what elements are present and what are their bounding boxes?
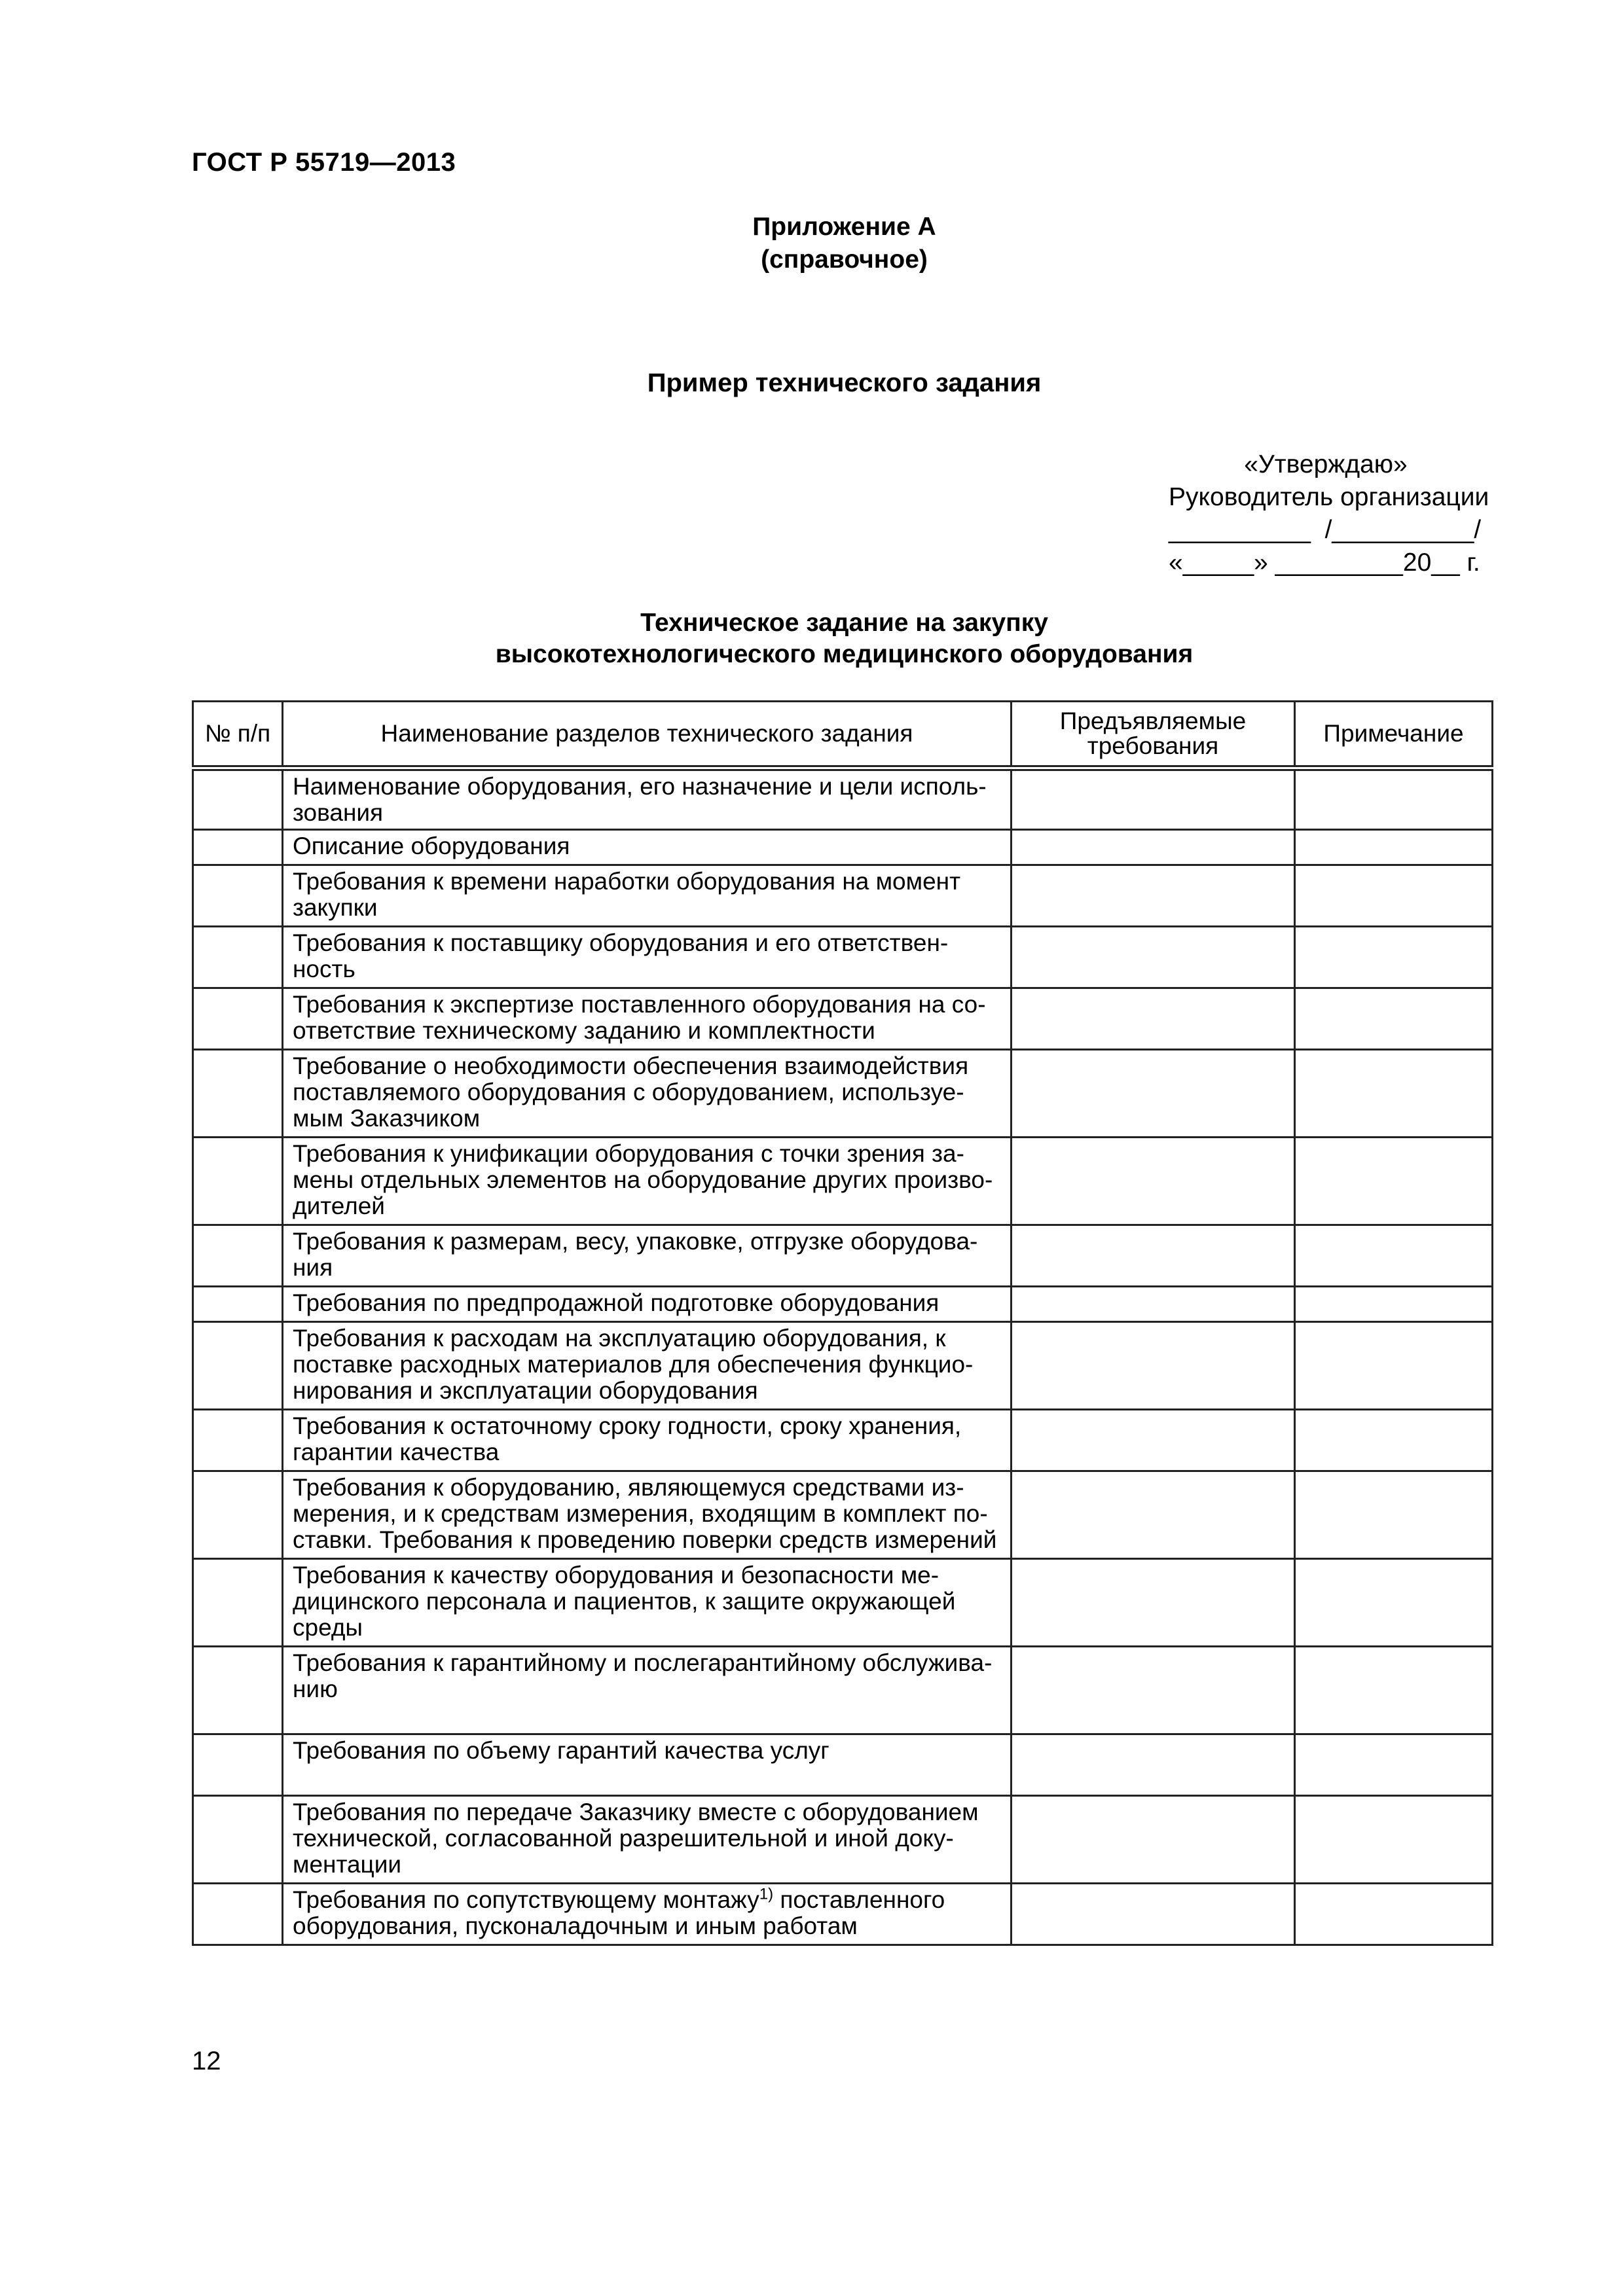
row-section-name (283, 865, 1012, 927)
row-section-text: Требования к экспертизе поставленного оборудования на со- ответствие техническому заданию и комплектности (293, 991, 986, 1044)
row-number-cell (193, 768, 283, 830)
row-number-cell (193, 1138, 283, 1225)
row-section-name (283, 1796, 1012, 1884)
requirements-table (192, 700, 1493, 1946)
footnote-marker: 1) (759, 1885, 774, 1903)
row-note-cell (1295, 1050, 1493, 1138)
row-number-cell (193, 1734, 283, 1796)
row-section-text: Описание оборудования (293, 833, 570, 859)
appendix-type: (справочное) (761, 245, 928, 274)
row-note-cell (1295, 1410, 1493, 1471)
table-row (193, 988, 1493, 1050)
row-section-text: Требования к качеству оборудования и безопасности ме- дицинского персонала и пациентов, к защите окружающей среды (293, 1562, 956, 1641)
table-title (0, 607, 1623, 670)
row-number-cell (193, 1225, 283, 1287)
row-note-cell (1295, 865, 1493, 927)
table-row (193, 1647, 1493, 1734)
row-number-cell (193, 830, 283, 865)
row-section-text: Требования к остаточному сроку годности, сроку хранения, гарантии качества (293, 1412, 962, 1465)
table-row (193, 1050, 1493, 1138)
table-row (193, 830, 1493, 865)
appendix-label: Приложение А (752, 213, 936, 241)
row-note-cell (1295, 768, 1493, 830)
row-section-text: Требования к унификации оборудования с точки зрения за- мены отдельных элементов на оборудование других произво- дителей (293, 1140, 993, 1219)
table-row (193, 1410, 1493, 1471)
row-number-cell (193, 1322, 283, 1410)
row-number-cell (193, 1647, 283, 1734)
row-section-name (283, 1471, 1012, 1559)
page-number: 12 (192, 2047, 221, 2075)
row-number-cell (193, 927, 283, 988)
row-section-text: Требования к времени наработки оборудования на момент закупки (293, 868, 961, 921)
row-requirements-cell (1012, 1225, 1295, 1287)
table-header-row (193, 702, 1493, 768)
row-requirements-cell (1012, 1287, 1295, 1322)
header-number: № п/п (193, 702, 283, 768)
row-section-name (283, 830, 1012, 865)
table-title-line1: Техническое задание на закупку (640, 609, 1048, 637)
table-row (193, 1322, 1493, 1410)
signature-line: __________ /__________/ (1169, 516, 1482, 544)
row-section-name (283, 1225, 1012, 1287)
table-row (193, 1559, 1493, 1647)
row-requirements-cell (1012, 830, 1295, 865)
document-title: Пример технического задания (647, 368, 1042, 397)
row-note-cell (1295, 1796, 1493, 1884)
row-requirements-cell (1012, 1138, 1295, 1225)
row-requirements-cell (1012, 1322, 1295, 1410)
row-section-text: Требования к размерам, весу, упаковке, отгрузке оборудова- ния (293, 1228, 978, 1281)
row-requirements-cell (1012, 865, 1295, 927)
row-requirements-cell (1012, 927, 1295, 988)
table-title-line2: высокотехнологического медицинского оборудования (495, 640, 1194, 668)
table-row (193, 1734, 1493, 1796)
row-section-text: Требование о необходимости обеспечения взаимодействия поставляемого оборудования с оборудованием, используе- мым Заказчиком (293, 1052, 969, 1132)
appendix-heading (0, 211, 1623, 276)
row-section-name (283, 1050, 1012, 1138)
row-section-name (283, 1410, 1012, 1471)
row-section-name (283, 927, 1012, 988)
row-section-name (283, 1884, 1012, 1945)
row-section-name (283, 988, 1012, 1050)
approver-position: Руководитель организации (1169, 483, 1489, 511)
row-section-text: Требования по предпродажной подготовке оборудования (293, 1289, 939, 1316)
row-section-name (283, 1734, 1012, 1796)
row-section-name (283, 768, 1012, 830)
row-requirements-cell (1012, 1410, 1295, 1471)
row-section-text: Требования к оборудованию, являющемуся средствами из- мерения, и к средствам измерения, входящим в комплект по- ставки. Требования к проведению поверки средств измерений (293, 1474, 997, 1553)
row-note-cell (1295, 1884, 1493, 1945)
approval-block (1169, 448, 1535, 579)
row-requirements-cell (1012, 1050, 1295, 1138)
header-requirements-text: Предъявляемые требования (1059, 707, 1247, 759)
row-note-cell (1295, 927, 1493, 988)
row-section-text: Требования к гарантийному и послегарантийному обслужива- нию (293, 1649, 993, 1702)
approve-caption: «Утверждаю» (1244, 450, 1408, 478)
row-section-text: Требования к расходам на эксплуатацию оборудования, к поставке расходных материалов для обеспечения функцио- нирования и эксплуатации оборудования (293, 1325, 974, 1404)
header-note: Примечание (1295, 702, 1493, 768)
row-section-name (283, 1287, 1012, 1322)
row-section-name (283, 1138, 1012, 1225)
table-row (193, 1287, 1493, 1322)
table-row (193, 1796, 1493, 1884)
row-section-text: Требования по объему гарантий качества услуг (293, 1737, 830, 1764)
row-requirements-cell (1012, 1647, 1295, 1734)
table-row (193, 1225, 1493, 1287)
row-requirements-cell (1012, 768, 1295, 830)
date-line: «_____» _________20__ г. (1169, 548, 1480, 577)
row-section-text: Требования по передаче Заказчику вместе с оборудованием технической, согласованной разрешительной и иной доку- ментации (293, 1799, 979, 1878)
row-requirements-cell (1012, 1796, 1295, 1884)
row-section-text: Требования к поставщику оборудования и его ответствен- ность (293, 929, 949, 982)
row-section-name (283, 1322, 1012, 1410)
row-requirements-cell (1012, 1559, 1295, 1647)
table-row (193, 1471, 1493, 1559)
header-requirements (1012, 702, 1295, 768)
table-row (193, 927, 1493, 988)
row-note-cell (1295, 1225, 1493, 1287)
table-row (193, 1884, 1493, 1945)
row-number-cell (193, 1884, 283, 1945)
row-requirements-cell (1012, 1471, 1295, 1559)
table-row (193, 865, 1493, 927)
row-section-text: Наименование оборудования, его назначение и цели исполь- зования (293, 773, 987, 826)
row-number-cell (193, 1796, 283, 1884)
table-row (193, 768, 1493, 830)
row-requirements-cell (1012, 988, 1295, 1050)
row-number-cell (193, 988, 283, 1050)
row-number-cell (193, 1559, 283, 1647)
row-note-cell (1295, 1734, 1493, 1796)
row-requirements-cell (1012, 1884, 1295, 1945)
row-note-cell (1295, 1287, 1493, 1322)
row-section-name (283, 1559, 1012, 1647)
row-requirements-cell (1012, 1734, 1295, 1796)
row-note-cell (1295, 1559, 1493, 1647)
row-note-cell (1295, 1471, 1493, 1559)
header-section-name: Наименование разделов технического задания (283, 702, 1012, 768)
row-note-cell (1295, 1647, 1493, 1734)
row-number-cell (193, 1050, 283, 1138)
row-note-cell (1295, 1138, 1493, 1225)
row-number-cell (193, 865, 283, 927)
row-section-text: Требования по сопутствующему монтажу (293, 1886, 759, 1913)
row-number-cell (193, 1287, 283, 1322)
standard-designation: ГОСТ Р 55719—2013 (192, 148, 456, 177)
row-note-cell (1295, 830, 1493, 865)
table-row (193, 1138, 1493, 1225)
row-note-cell (1295, 988, 1493, 1050)
row-number-cell (193, 1471, 283, 1559)
row-section-name (283, 1647, 1012, 1734)
row-number-cell (193, 1410, 283, 1471)
row-note-cell (1295, 1322, 1493, 1410)
row-section-text-continued: поставленного оборудования, пусконаладочным и иным работам (293, 1886, 945, 1939)
